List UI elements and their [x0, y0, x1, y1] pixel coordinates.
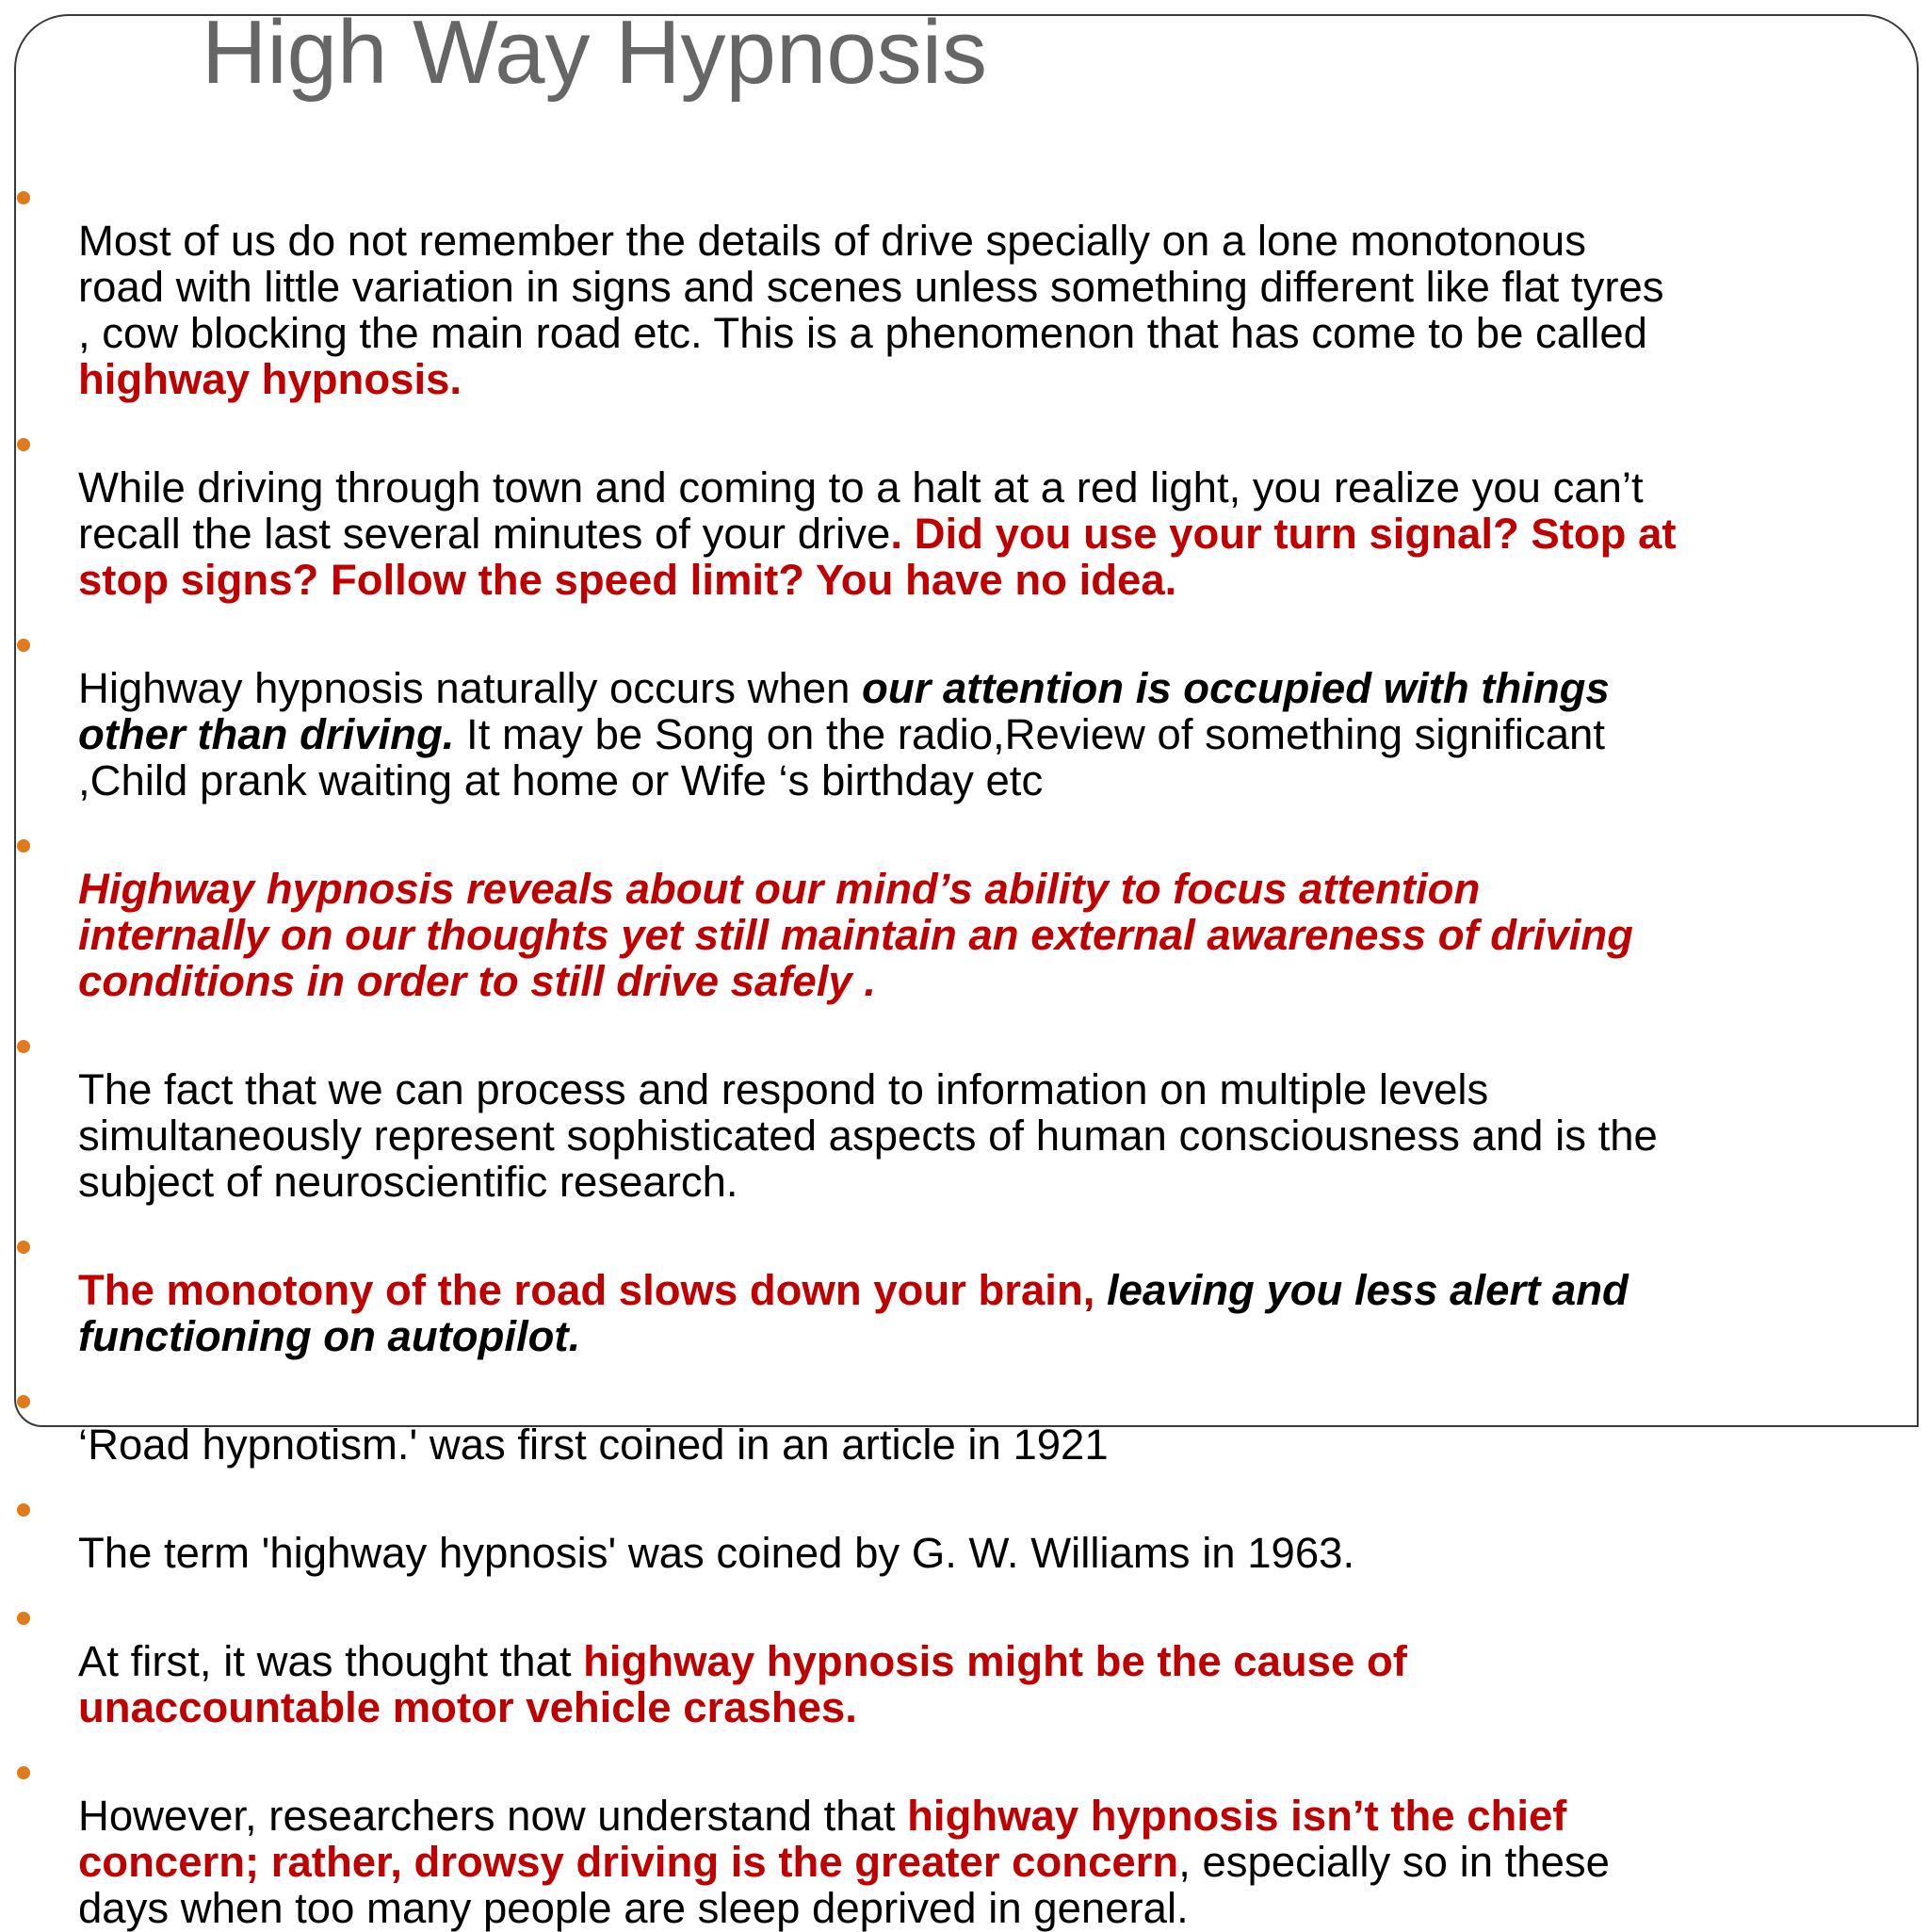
- bullet-icon: [17, 1766, 30, 1779]
- bullet-item: [0, 1484, 1929, 1576]
- bullet-icon: [17, 839, 30, 852]
- bullet-text: While driving through town and coming to a halt at a red light, you realize you can’t recall the last several minutes of your drive: [78, 463, 1644, 558]
- bullet-item: [0, 820, 1929, 1004]
- bullet-icon: [17, 1241, 30, 1254]
- bullet-icon: [17, 191, 30, 204]
- bullet-emphasis-red: . Did you use your turn signal? Stop at stop signs? Follow the speed limit? You have no idea.: [78, 510, 1677, 604]
- bullet-item: [0, 171, 1929, 402]
- bullet-emphasis-bold-italic: leaving you less alert and functioning on autopilot.: [78, 1266, 1629, 1360]
- bullet-text: , especially so in these days when too many people are sleep deprived in general.: [78, 1838, 1610, 1932]
- bullet-item: [0, 1592, 1929, 1730]
- bullet-text: It may be Song on the radio,Review of something significant ,Child prank waiting at home or Wife ‘s birthday etc: [78, 710, 1605, 804]
- bullet-item: [0, 1020, 1929, 1205]
- bullet-text: Highway hypnosis naturally occurs when: [78, 664, 863, 712]
- bullet-icon: [17, 1612, 30, 1625]
- bullet-icon: [17, 1395, 30, 1408]
- bullet-item: [0, 418, 1929, 603]
- bullet-emphasis-red-italic: Highway hypnosis reveals about our mind’s ability to focus attention internally on our thoughts yet still maintain an external awareness of driving conditions in order to still drive safely .: [78, 865, 1633, 1005]
- bullet-emphasis-red: highway hypnosis isn’t the chief concern; rather, drowsy driving is the greater concern: [78, 1792, 1567, 1886]
- bullet-icon: [17, 1040, 30, 1053]
- bullet-icon: [17, 1503, 30, 1517]
- bullet-item: [0, 619, 1929, 804]
- bullet-text: The fact that we can process and respond to information on multiple levels simultaneously represent sophisticated aspects of human consciousness and is the subject of neuroscientific research.: [78, 1065, 1658, 1206]
- bullet-text: The term 'highway hypnosis' was coined by G. W. Williams in 1963.: [78, 1529, 1355, 1577]
- slide-title: High Way Hypnosis: [202, 2, 988, 103]
- slide-content: [0, 171, 1929, 1932]
- bullet-text: However, researchers now understand that: [78, 1792, 908, 1840]
- bullet-item: [0, 1746, 1929, 1931]
- bullet-text: At first, it was thought that: [78, 1637, 584, 1685]
- bullet-emphasis-red: highway hypnosis.: [78, 355, 462, 403]
- bullet-text: ‘Road hypnotism.' was first coined in an article in 1921: [78, 1421, 1109, 1469]
- bullet-item: [0, 1221, 1929, 1359]
- bullet-icon: [17, 639, 30, 652]
- bullet-icon: [17, 438, 30, 451]
- bullet-emphasis-red: highway hypnosis might be the cause of unaccountable motor vehicle crashes.: [78, 1637, 1407, 1731]
- bullet-item: [0, 1375, 1929, 1468]
- bullet-text: Most of us do not remember the details of drive specially on a lone monotonous road with little variation in signs and scenes unless something different like flat tyres , cow blocking the main road etc. This is a phenomenon that has come to be called: [78, 217, 1664, 357]
- bullet-list: [0, 171, 1929, 1931]
- bullet-emphasis-red: The monotony of the road slows down your brain,: [78, 1266, 1108, 1314]
- bullet-emphasis-bold-italic: our attention is occupied with things other than driving.: [78, 664, 1610, 758]
